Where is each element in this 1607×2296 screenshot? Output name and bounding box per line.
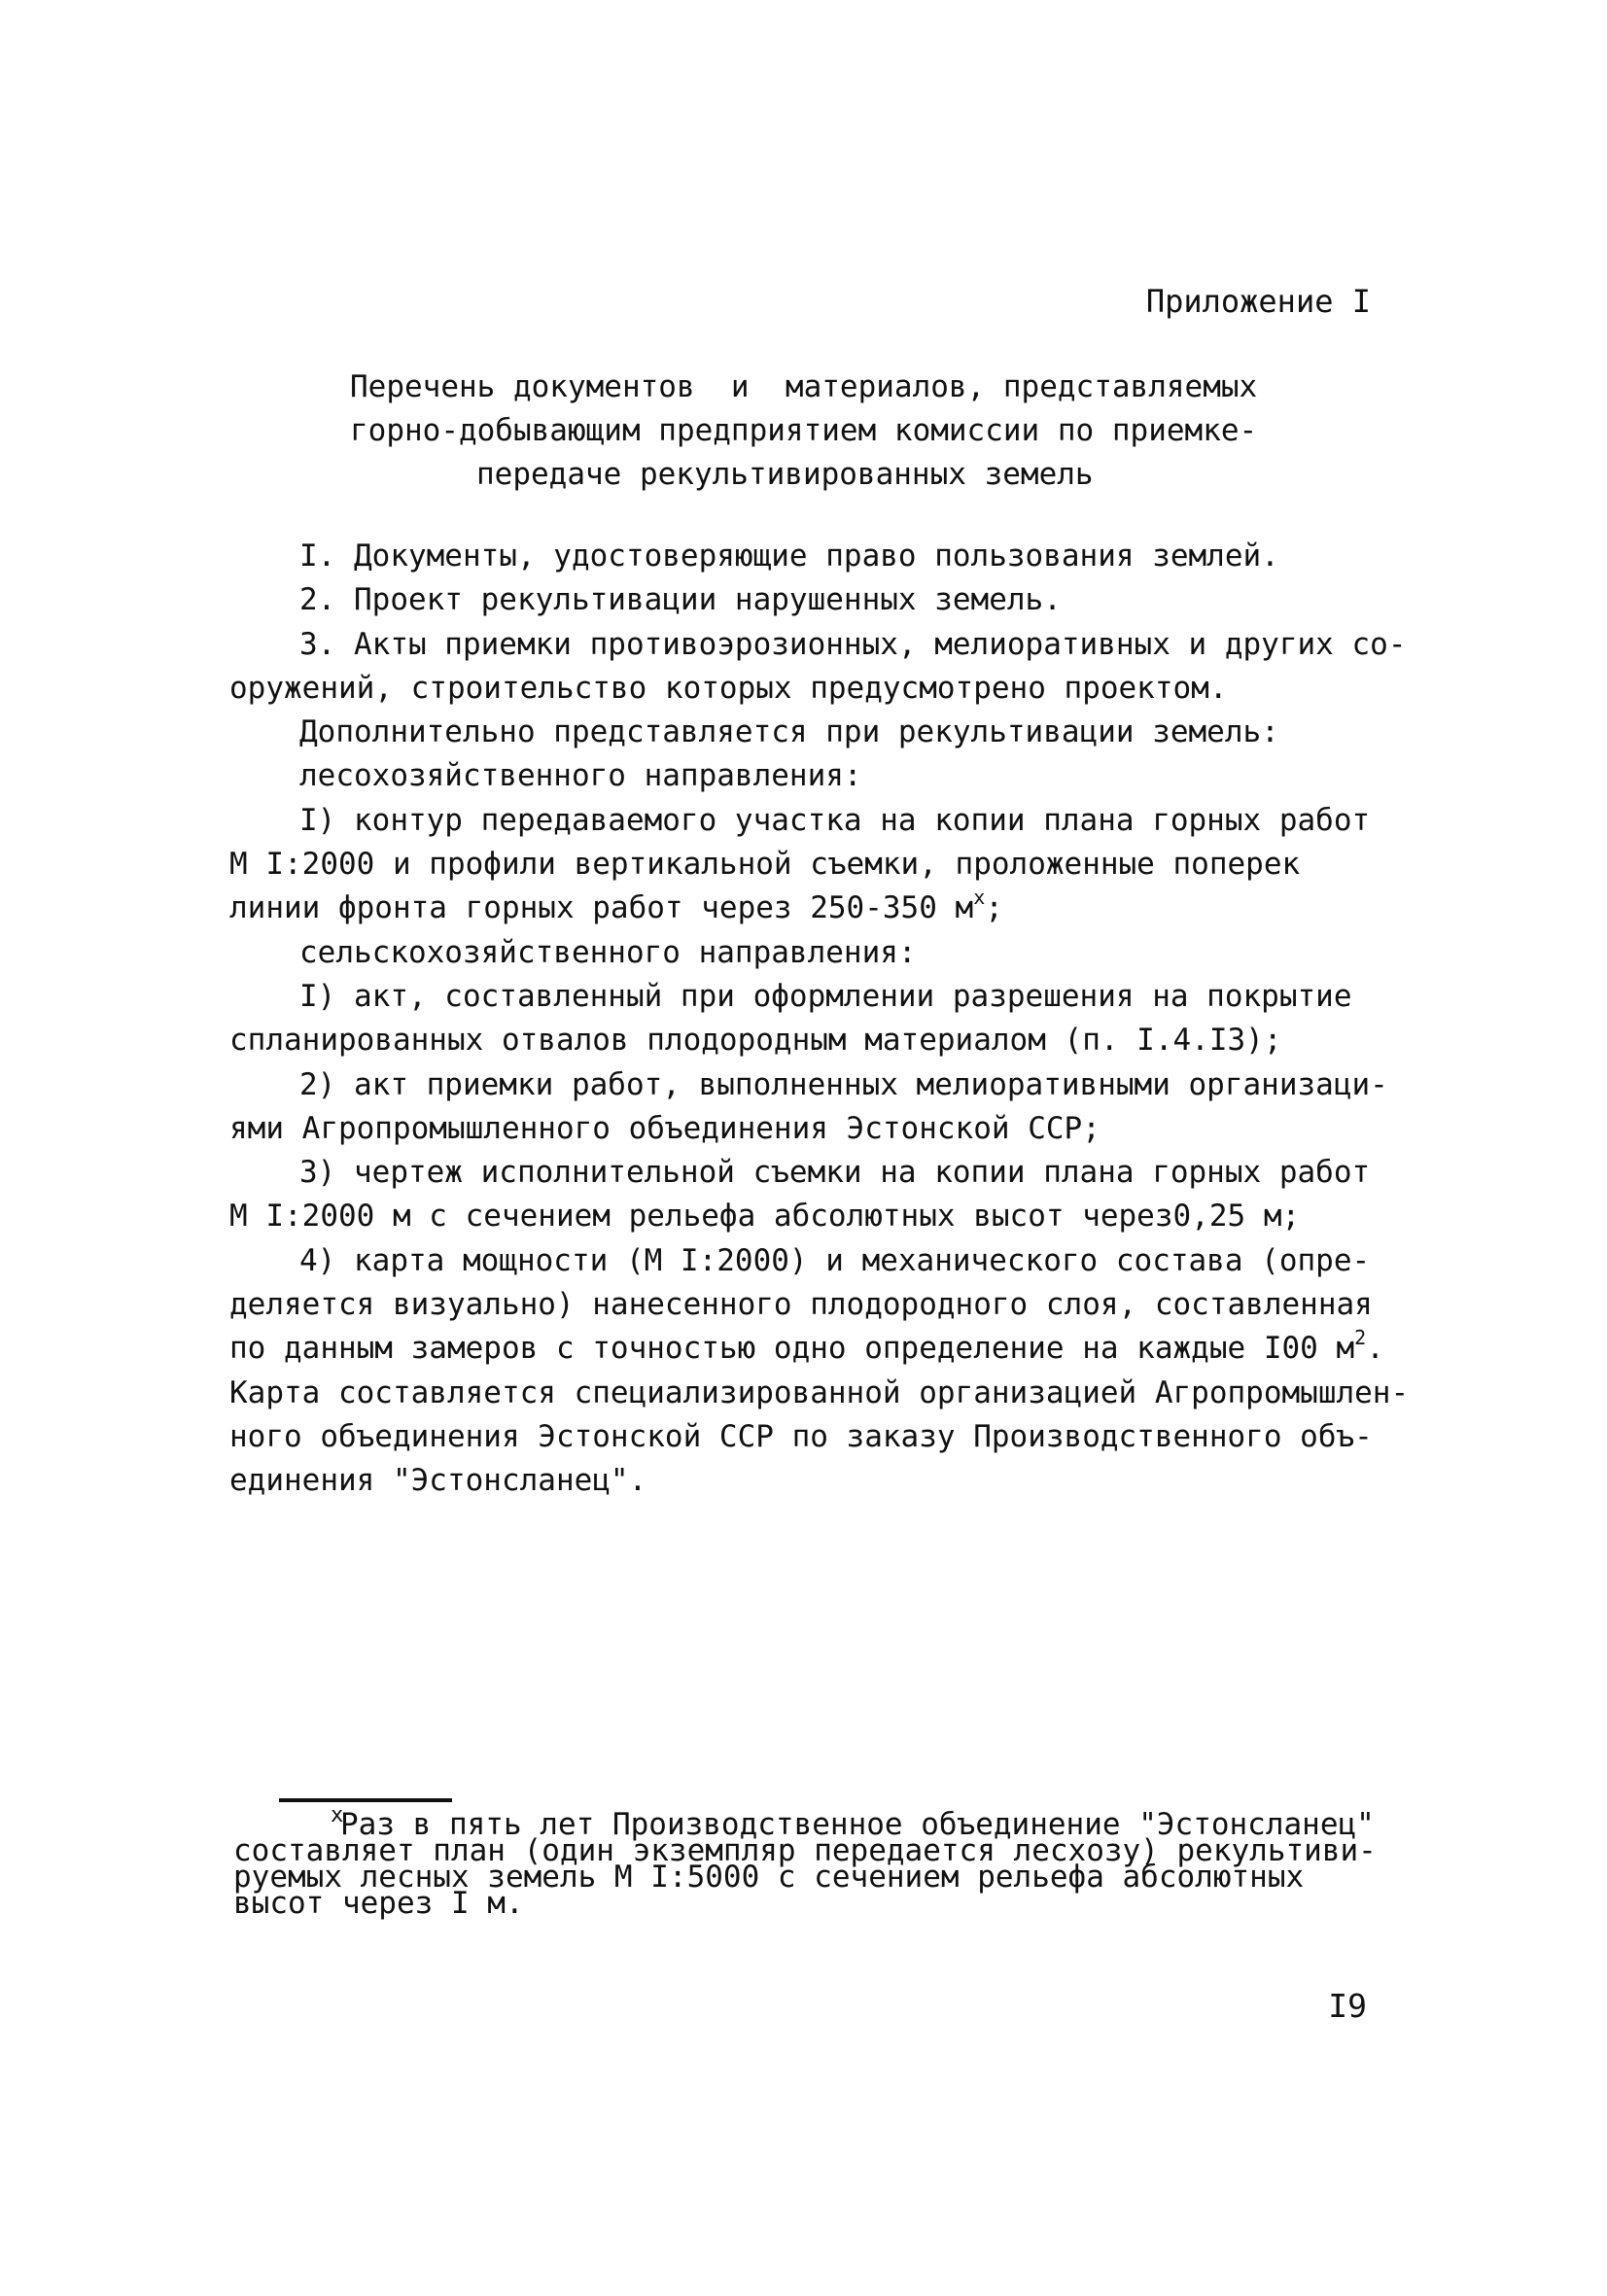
footnote-line-3: руемых лесных земель М I:5000 с сечением рельефа абсолютных [233, 1860, 1305, 1895]
appendix-label: Приложение I [1145, 283, 1371, 320]
area-superscript: 2 [1354, 1326, 1367, 1350]
forestry-item-1-end: ; [985, 890, 1003, 926]
agri-item-4-line-1: 4) карта мощности (М I:2000) и механического состава (опре- [299, 1242, 1371, 1278]
agri-item-4-line-6: единения "Эстонсланец". [229, 1463, 647, 1499]
agri-item-4-line-4: Карта составляется специализированной организацией Агропромышлен- [229, 1374, 1410, 1410]
additional-paragraph: Дополнительно представляется при рекультивации земель: [299, 714, 1279, 750]
agri-item-4-text: по данным замеров с точностью одно определение на каждые I00 м [229, 1331, 1355, 1367]
agri-item-2-line-1: 2) акт приемки работ, выполненных мелиоративными организаци- [299, 1066, 1388, 1102]
agri-item-2-line-2: ями Агропромышленного объединения Эстонской ССР; [229, 1110, 1100, 1146]
agri-item-1-line-1: I) акт, составленный при оформлении разрешения на покрытие [299, 978, 1352, 1014]
title-line-1: Перечень документов и материалов, представляемых [350, 369, 1258, 404]
agri-item-4-end: . [1366, 1331, 1384, 1367]
forestry-item-1-line-3 [229, 887, 1377, 930]
agri-heading: сельскохозяйственного направления: [299, 934, 917, 970]
item-1: I. Документы, удостоверяющие право пользования землей. [299, 539, 1279, 574]
document-title [350, 365, 1264, 497]
item-2: 2. Проект рекультивации нарушенных земель. [299, 582, 1062, 618]
forestry-item-1-line-1: I) контур передаваемого участка на копии плана горных работ [299, 802, 1371, 838]
agri-item-1-line-2: спланированных отвалов плодородным материалом (п. I.4.I3); [229, 1023, 1282, 1059]
footnote-line-1: Раз в пять лет Производственное объединение "Эстонсланец" [340, 1807, 1375, 1842]
forestry-item-1-text: линии фронта горных работ через 250-350 м [229, 890, 974, 926]
document-body [229, 535, 1410, 1504]
footnote-mark: х [331, 1803, 344, 1827]
page-number: I9 [1328, 1987, 1367, 2025]
item-3-line-1: 3. Акты приемки противоэрозионных, мелиоративных и других со- [299, 626, 1407, 662]
agri-item-3-line-2: М I:2000 м с сечением рельефа абсолютных высот через0,25 м; [229, 1199, 1301, 1235]
agri-item-3-line-1: 3) чертеж исполнительной съемки на копии плана горных работ [299, 1155, 1371, 1191]
agri-item-4-line-5: ного объединения Эстонской ССР по заказу Производственного объ- [229, 1418, 1373, 1454]
forestry-item-1-line-2: М I:2000 и профили вертикальной съемки, проложенные поперек [229, 847, 1301, 883]
footnote [233, 1803, 1380, 1921]
agri-item-4-line-3 [229, 1326, 1384, 1371]
footnote-divider [279, 1798, 452, 1802]
agri-item-4-line-2: деляется визуально) нанесенного плодородного слоя, составленная [229, 1287, 1373, 1323]
footnote-line-2: составляет план (один экземпляр передается лесхозу) рекультиви- [233, 1833, 1377, 1868]
footnote-line-4: высот через I м. [233, 1886, 524, 1921]
item-3-line-2: оружений, строительство которых предусмотрено проектом. [229, 670, 1228, 706]
title-line-3: передаче рекультивированных земель [476, 457, 1094, 492]
footnote-reference: х [973, 886, 986, 910]
forestry-heading: лесохозяйственного направления: [299, 758, 862, 794]
title-line-2: горно-добывающим предприятием комиссии по приемке- [350, 413, 1258, 448]
